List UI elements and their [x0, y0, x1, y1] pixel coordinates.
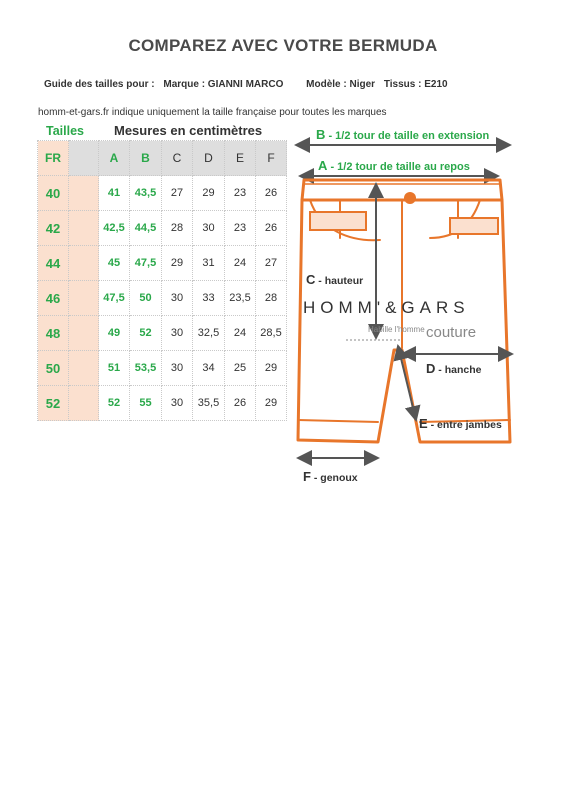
guide-model: Modèle : Niger: [306, 79, 376, 90]
col-header-fr: FR: [38, 141, 69, 176]
size-fr-cell: 52: [38, 386, 69, 421]
measure-b-cell: 43,5: [130, 176, 162, 211]
measure-c-cell: 30: [162, 386, 193, 421]
blank-cell: [69, 281, 99, 316]
brand-logo: HOMM'&GARS: [303, 298, 470, 317]
label-d-letter: D: [426, 361, 436, 376]
measure-a-cell: 49: [99, 316, 130, 351]
size-table: [37, 140, 287, 421]
measure-b-cell: 47,5: [130, 246, 162, 281]
label-f-text: - genoux: [310, 472, 358, 484]
table-row: [38, 316, 287, 351]
label-b-text: - 1/2 tour de taille en extension: [325, 130, 490, 142]
label-f-letter: F: [303, 469, 311, 484]
measure-d-cell: 33: [193, 281, 225, 316]
measure-e-cell: 23: [225, 211, 256, 246]
measure-e-cell: 26: [225, 386, 256, 421]
size-fr-cell: 44: [38, 246, 69, 281]
blank-cell: [69, 386, 99, 421]
blank-cell: [69, 176, 99, 211]
size-fr-cell: 46: [38, 281, 69, 316]
col-header-a: A: [99, 141, 130, 176]
size-fr-cell: 48: [38, 316, 69, 351]
measure-b-cell: 55: [130, 386, 162, 421]
label-a-text: - 1/2 tour de taille au repos: [327, 161, 470, 173]
label-e-text: - entre jambes: [427, 419, 502, 431]
measure-b-cell: 52: [130, 316, 162, 351]
sizing-note: homm-et-gars.fr indique uniquement la taille française pour toutes les marques: [38, 107, 387, 118]
measure-f-cell: 28: [256, 281, 287, 316]
size-fr-cell: 40: [38, 176, 69, 211]
col-header-blank: [69, 141, 99, 176]
measure-d-cell: 34: [193, 351, 225, 386]
blank-cell: [69, 316, 99, 351]
size-fr-cell: 42: [38, 211, 69, 246]
col-header-f: F: [256, 141, 287, 176]
measure-f-cell: 29: [256, 351, 287, 386]
label-d-text: - hanche: [435, 364, 482, 376]
measure-d-cell: 29: [193, 176, 225, 211]
table-row: [38, 386, 287, 421]
measure-d-cell: 31: [193, 246, 225, 281]
tailles-heading: Tailles: [46, 124, 84, 138]
table-header-row: [38, 141, 287, 176]
measure-c-cell: 30: [162, 351, 193, 386]
page-title: COMPAREZ AVEC VOTRE BERMUDA: [128, 36, 438, 55]
label-e-letter: E: [419, 416, 428, 431]
measure-d-cell: 32,5: [193, 316, 225, 351]
measure-c-cell: 29: [162, 246, 193, 281]
measure-f-cell: 28,5: [256, 316, 287, 351]
measure-f-cell: 26: [256, 211, 287, 246]
guide-label: Guide des tailles pour :: [44, 79, 155, 90]
col-header-e: E: [225, 141, 256, 176]
table-row: [38, 351, 287, 386]
table-row: [38, 211, 287, 246]
measure-d-cell: 35,5: [193, 386, 225, 421]
back-pocket-flap-right: [450, 218, 498, 234]
size-fr-cell: 50: [38, 351, 69, 386]
label-c-text: - hauteur: [315, 275, 364, 287]
back-pocket-flap-left: [310, 212, 366, 230]
table-row: [38, 246, 287, 281]
measure-a-cell: 45: [99, 246, 130, 281]
col-header-d: D: [193, 141, 225, 176]
label-a: [318, 158, 470, 173]
label-b-letter: B: [316, 127, 326, 142]
brand-couture: couture: [426, 324, 477, 341]
measure-b-cell: 44,5: [130, 211, 162, 246]
measure-e-cell: 24: [225, 246, 256, 281]
measure-c-cell: 27: [162, 176, 193, 211]
col-header-b: B: [130, 141, 162, 176]
measure-b-cell: 53,5: [130, 351, 162, 386]
measure-b-cell: 50: [130, 281, 162, 316]
guide-brand: Marque : GIANNI MARCO: [163, 79, 284, 90]
measure-e-cell: 24: [225, 316, 256, 351]
measure-a-cell: 42,5: [99, 211, 130, 246]
measure-f-cell: 29: [256, 386, 287, 421]
label-c: [306, 272, 363, 287]
measure-f-cell: 27: [256, 246, 287, 281]
measure-e-arrow: [398, 346, 416, 420]
table-row: [38, 176, 287, 211]
label-d: [426, 361, 481, 376]
measure-d-cell: 30: [193, 211, 225, 246]
guide-fabric: Tissus : E210: [383, 79, 448, 90]
measure-e-cell: 23,5: [225, 281, 256, 316]
label-c-letter: C: [306, 272, 316, 287]
size-guide-info: [44, 79, 454, 90]
blank-cell: [69, 246, 99, 281]
label-a-letter: A: [318, 158, 328, 173]
measure-a-cell: 52: [99, 386, 130, 421]
mesures-heading: Mesures en centimètres: [114, 123, 263, 138]
label-f: [303, 469, 358, 484]
blank-cell: [69, 351, 99, 386]
measure-a-cell: 41: [99, 176, 130, 211]
brand-tagline: Habille l'homme: [368, 325, 425, 334]
table-row: [38, 281, 287, 316]
col-header-c: C: [162, 141, 193, 176]
measure-e-cell: 25: [225, 351, 256, 386]
label-e: [419, 416, 502, 431]
blank-cell: [69, 211, 99, 246]
measure-c-cell: 28: [162, 211, 193, 246]
measure-e-cell: 23: [225, 176, 256, 211]
label-b: [316, 127, 489, 142]
measure-c-cell: 30: [162, 281, 193, 316]
measure-a-cell: 51: [99, 351, 130, 386]
measure-a-cell: 47,5: [99, 281, 130, 316]
button-icon: [404, 192, 416, 204]
measure-f-cell: 26: [256, 176, 287, 211]
measure-c-cell: 30: [162, 316, 193, 351]
